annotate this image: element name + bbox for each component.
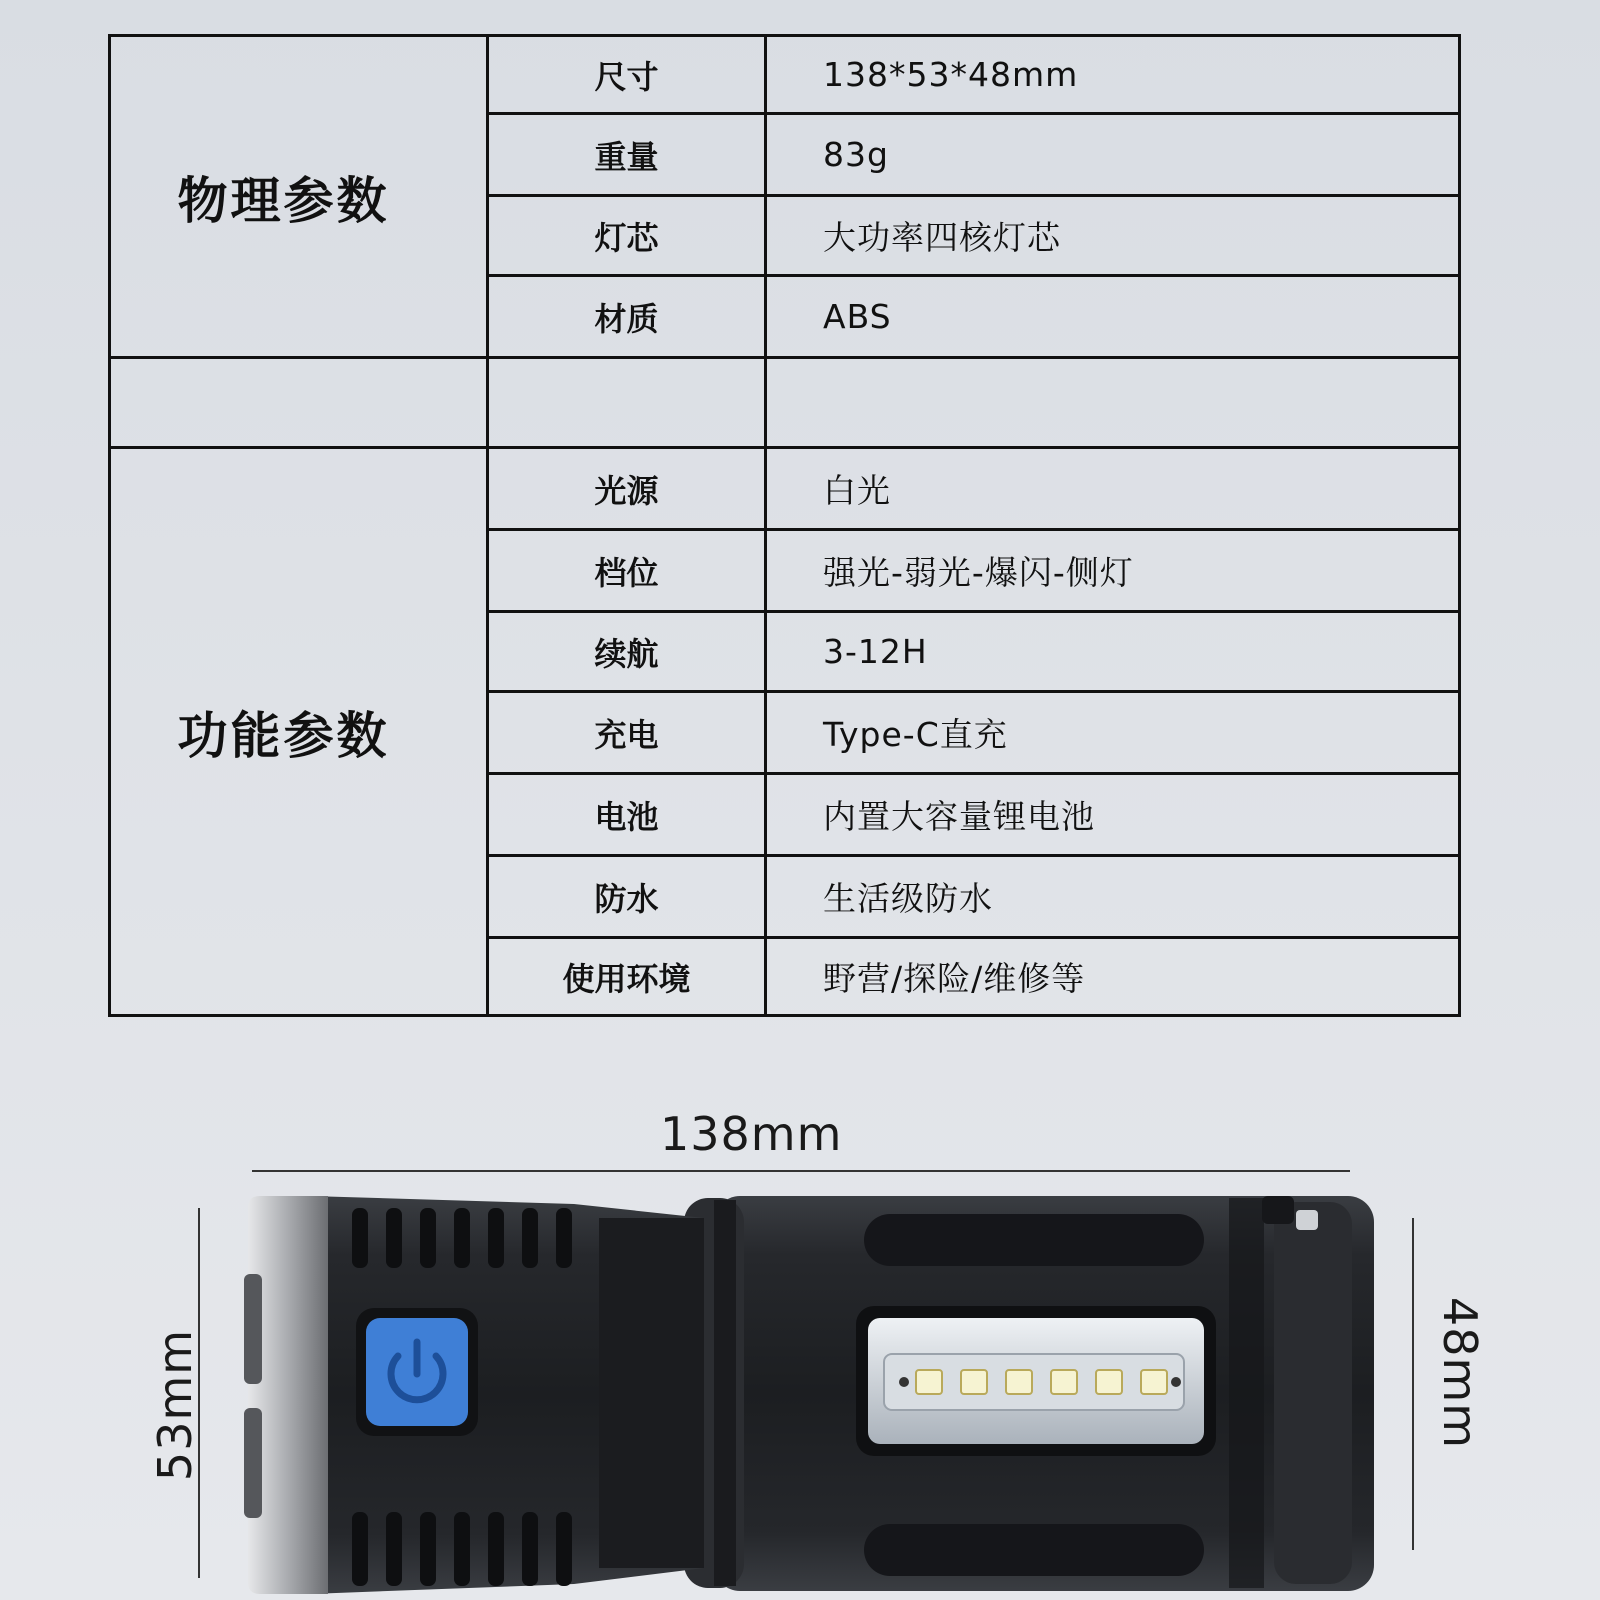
empty-cell <box>110 358 488 448</box>
row-label: 续航 <box>488 612 766 692</box>
row-value: 83g <box>766 114 1460 196</box>
row-value: Type-C直充 <box>766 692 1460 774</box>
grip-ridge <box>488 1512 504 1586</box>
led-chip <box>961 1370 987 1394</box>
spec-table <box>108 34 1461 1017</box>
row-value: 大功率四核灯芯 <box>766 196 1460 276</box>
grip-ridge <box>454 1512 470 1586</box>
flashlight-bezel <box>244 1196 328 1594</box>
row-value: 生活级防水 <box>766 856 1460 938</box>
grip-ridge <box>352 1208 368 1268</box>
row-value: 138*53*48mm <box>766 36 1460 114</box>
led-chip <box>1096 1370 1122 1394</box>
row-value: 内置大容量锂电池 <box>766 774 1460 856</box>
height-dimension-label: 53mm <box>148 1328 202 1482</box>
grip-ridge <box>454 1208 470 1268</box>
flashlight-illustration <box>244 1196 1384 1596</box>
row-label: 材质 <box>488 276 766 358</box>
length-dimension-label: 138mm <box>660 1107 843 1161</box>
grip-ridge <box>556 1208 572 1268</box>
grip-ridge <box>488 1208 504 1268</box>
row-label: 防水 <box>488 856 766 938</box>
width-dimension-line <box>1412 1218 1414 1550</box>
led-chip <box>916 1370 942 1394</box>
row-label: 电池 <box>488 774 766 856</box>
row-value: 野营/探险/维修等 <box>766 938 1460 1016</box>
table-row-spacer <box>110 358 1460 448</box>
row-label: 使用环境 <box>488 938 766 1016</box>
width-dimension-label: 48mm <box>1433 1296 1487 1450</box>
led-chip <box>1141 1370 1167 1394</box>
table-row <box>110 448 1460 530</box>
length-dimension-line <box>252 1170 1350 1172</box>
group-label-functional: 功能参数 <box>110 448 488 1016</box>
power-button[interactable] <box>356 1308 478 1436</box>
group-label-physical: 物理参数 <box>110 36 488 358</box>
row-label: 档位 <box>488 530 766 612</box>
row-value: 3-12H <box>766 612 1460 692</box>
led-chip <box>1006 1370 1032 1394</box>
empty-cell <box>488 358 766 448</box>
grip-ridge <box>420 1512 436 1586</box>
row-label: 重量 <box>488 114 766 196</box>
row-label: 尺寸 <box>488 36 766 114</box>
grip-ridge <box>386 1512 402 1586</box>
row-value: 强光-弱光-爆闪-侧灯 <box>766 530 1460 612</box>
led-chip <box>1051 1370 1077 1394</box>
grip-ridge <box>352 1512 368 1586</box>
row-value: 白光 <box>766 448 1460 530</box>
row-value: ABS <box>766 276 1460 358</box>
row-label: 光源 <box>488 448 766 530</box>
table-row <box>110 36 1460 114</box>
row-label: 灯芯 <box>488 196 766 276</box>
grip-ridge <box>522 1512 538 1586</box>
empty-cell <box>766 358 1460 448</box>
grip-ridge <box>522 1208 538 1268</box>
grip-ridge <box>556 1512 572 1586</box>
grip-ridge <box>386 1208 402 1268</box>
grip-ridge <box>420 1208 436 1268</box>
row-label: 充电 <box>488 692 766 774</box>
